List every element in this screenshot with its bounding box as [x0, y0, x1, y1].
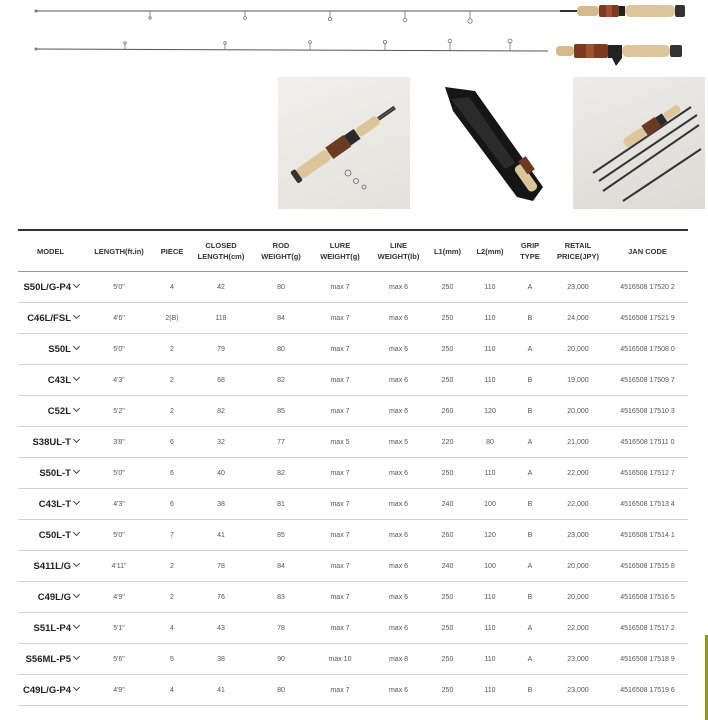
length-cell: 5'0": [83, 334, 155, 365]
lure-cell: max 7: [309, 365, 371, 396]
model-name[interactable]: C50L-T: [38, 529, 71, 541]
jan-cell: 4516508 17512 7: [607, 458, 688, 489]
chevron-down-icon[interactable]: [73, 683, 80, 690]
rod-weight-cell: 84: [253, 303, 309, 334]
rod-weight-cell: 85: [253, 396, 309, 427]
piece-cell: 2: [155, 334, 189, 365]
model-cell[interactable]: [18, 489, 83, 520]
closed-cell: 42: [189, 272, 253, 303]
col-line-weight: LINE WEIGHT(lb): [371, 230, 426, 272]
model-name[interactable]: C46L/FSL: [27, 312, 71, 324]
price-cell: 22,000: [549, 613, 607, 644]
chevron-down-icon[interactable]: [73, 404, 80, 411]
piece-cell: 2: [155, 396, 189, 427]
col-closed-length: CLOSED LENGTH(cm): [189, 230, 253, 272]
model-name[interactable]: C43L-T: [38, 498, 71, 510]
l2-cell: 120: [469, 520, 511, 551]
line-cell: max 6: [371, 272, 426, 303]
lure-cell: max 7: [309, 303, 371, 334]
model-name[interactable]: S51L-P4: [33, 622, 71, 634]
table-row: [18, 396, 688, 427]
lure-cell: max 7: [309, 582, 371, 613]
length-cell: 5'1": [83, 613, 155, 644]
price-cell: 20,000: [549, 334, 607, 365]
line-cell: max 6: [371, 458, 426, 489]
piece-cell: 4: [155, 675, 189, 706]
model-name[interactable]: S56ML-P5: [25, 653, 71, 665]
l2-cell: 110: [469, 613, 511, 644]
grip-cell: A: [511, 613, 549, 644]
piece-cell: 2: [155, 365, 189, 396]
chevron-down-icon[interactable]: [73, 528, 80, 535]
length-cell: 4'11": [83, 551, 155, 582]
line-cell: max 6: [371, 489, 426, 520]
col-l1: L1(mm): [426, 230, 469, 272]
price-cell: 24,000: [549, 303, 607, 334]
chevron-down-icon[interactable]: [73, 621, 80, 628]
model-name[interactable]: S38UL-T: [32, 436, 71, 448]
chevron-down-icon[interactable]: [73, 280, 80, 287]
col-piece: PIECE: [155, 230, 189, 272]
model-name[interactable]: C52L: [47, 405, 71, 417]
chevron-down-icon[interactable]: [73, 342, 80, 349]
model-name[interactable]: S50L-T: [39, 467, 71, 479]
col-l2: L2(mm): [469, 230, 511, 272]
baitcasting-rod: [35, 39, 683, 66]
grip-cell: B: [511, 675, 549, 706]
lure-cell: max 7: [309, 489, 371, 520]
l1-cell: 240: [426, 489, 469, 520]
table-row: [18, 334, 688, 365]
model-cell[interactable]: [18, 551, 83, 582]
closed-cell: 41: [189, 520, 253, 551]
closed-cell: 38: [189, 644, 253, 675]
rod-weight-cell: 80: [253, 334, 309, 365]
line-cell: max 6: [371, 675, 426, 706]
l1-cell: 250: [426, 458, 469, 489]
closed-cell: 118: [189, 303, 253, 334]
grip-cell: A: [511, 458, 549, 489]
rod-sections-photo: [573, 77, 705, 209]
rods-hero-image: [0, 0, 708, 70]
l2-cell: 110: [469, 272, 511, 303]
grip-cell: A: [511, 334, 549, 365]
l1-cell: 250: [426, 303, 469, 334]
grip-cell: B: [511, 520, 549, 551]
price-cell: 23,000: [549, 675, 607, 706]
l2-cell: 80: [469, 427, 511, 458]
piece-cell: 5: [155, 644, 189, 675]
price-cell: 23,000: [549, 520, 607, 551]
piece-cell: 6: [155, 489, 189, 520]
rod-weight-cell: 84: [253, 551, 309, 582]
length-cell: 5'0": [83, 272, 155, 303]
table-row: [18, 458, 688, 489]
price-cell: 20,000: [549, 551, 607, 582]
lure-cell: max 5: [309, 427, 371, 458]
price-cell: 22,000: [549, 458, 607, 489]
grip-cell: B: [511, 365, 549, 396]
line-cell: max 6: [371, 396, 426, 427]
model-name[interactable]: S411L/G: [33, 560, 71, 572]
chevron-down-icon[interactable]: [73, 590, 80, 597]
table-row: [18, 365, 688, 396]
col-length: LENGTH(ft.in): [83, 230, 155, 272]
lure-cell: max 7: [309, 396, 371, 427]
closed-cell: 68: [189, 365, 253, 396]
line-cell: max 6: [371, 520, 426, 551]
grip-cell: B: [511, 396, 549, 427]
table-header: [18, 230, 688, 272]
col-jan-code: JAN CODE: [607, 230, 688, 272]
lure-cell: max 10: [309, 644, 371, 675]
rod-weight-cell: 77: [253, 427, 309, 458]
line-cell: max 6: [371, 334, 426, 365]
model-cell[interactable]: [18, 582, 83, 613]
jan-cell: 4516508 17510 3: [607, 396, 688, 427]
jan-cell: 4516508 17519 6: [607, 675, 688, 706]
rod-weight-cell: 82: [253, 458, 309, 489]
model-cell[interactable]: [18, 272, 83, 303]
rod-weight-cell: 81: [253, 489, 309, 520]
grip-cell: B: [511, 582, 549, 613]
rod-weight-cell: 80: [253, 675, 309, 706]
table-row: [18, 303, 688, 334]
l2-cell: 110: [469, 458, 511, 489]
spinning-rod: [35, 5, 686, 23]
price-cell: 22,000: [549, 489, 607, 520]
l1-cell: 250: [426, 675, 469, 706]
line-cell: max 8: [371, 644, 426, 675]
table-row: [18, 489, 688, 520]
model-cell[interactable]: [18, 334, 83, 365]
closed-cell: 32: [189, 427, 253, 458]
jan-cell: 4516508 17520 2: [607, 272, 688, 303]
length-cell: 5'6": [83, 644, 155, 675]
jan-cell: 4516508 17521 9: [607, 303, 688, 334]
chevron-down-icon[interactable]: [73, 373, 80, 380]
grip-cell: A: [511, 427, 549, 458]
lure-cell: max 7: [309, 613, 371, 644]
lure-cell: max 7: [309, 334, 371, 365]
spec-table: [18, 229, 688, 706]
l1-cell: 250: [426, 582, 469, 613]
lure-cell: max 7: [309, 551, 371, 582]
length-cell: 4'3": [83, 489, 155, 520]
price-cell: 19,000: [549, 365, 607, 396]
price-cell: 23,000: [549, 272, 607, 303]
jan-cell: 4516508 17515 8: [607, 551, 688, 582]
l1-cell: 250: [426, 272, 469, 303]
model-cell[interactable]: [18, 458, 83, 489]
piece-cell: 2(B): [155, 303, 189, 334]
l2-cell: 100: [469, 489, 511, 520]
length-cell: 4'6": [83, 303, 155, 334]
l1-cell: 260: [426, 396, 469, 427]
length-cell: 3'8": [83, 427, 155, 458]
rod-handle-photo: [278, 77, 410, 209]
line-cell: max 6: [371, 303, 426, 334]
model-cell[interactable]: [18, 613, 83, 644]
jan-cell: 4516508 17508 0: [607, 334, 688, 365]
lure-cell: max 7: [309, 675, 371, 706]
rod-weight-cell: 85: [253, 520, 309, 551]
chevron-down-icon[interactable]: [73, 559, 80, 566]
l1-cell: 220: [426, 427, 469, 458]
line-cell: max 5: [371, 427, 426, 458]
closed-cell: 76: [189, 582, 253, 613]
jan-cell: 4516508 17511 0: [607, 427, 688, 458]
model-cell[interactable]: [18, 303, 83, 334]
l2-cell: 110: [469, 644, 511, 675]
piece-cell: 4: [155, 272, 189, 303]
l1-cell: 250: [426, 365, 469, 396]
lure-cell: max 7: [309, 520, 371, 551]
table-row: [18, 427, 688, 458]
l1-cell: 240: [426, 551, 469, 582]
closed-cell: 38: [189, 489, 253, 520]
model-cell[interactable]: [18, 396, 83, 427]
l2-cell: 110: [469, 334, 511, 365]
l2-cell: 110: [469, 365, 511, 396]
length-cell: 5'0": [83, 458, 155, 489]
line-cell: max 6: [371, 582, 426, 613]
model-name[interactable]: C49L/G: [37, 591, 71, 603]
jan-cell: 4516508 17514 1: [607, 520, 688, 551]
lure-cell: max 7: [309, 272, 371, 303]
grip-cell: A: [511, 644, 549, 675]
chevron-down-icon[interactable]: [73, 435, 80, 442]
table-row: [18, 520, 688, 551]
line-cell: max 6: [371, 365, 426, 396]
l2-cell: 110: [469, 582, 511, 613]
rod-weight-cell: 78: [253, 613, 309, 644]
l1-cell: 250: [426, 613, 469, 644]
closed-cell: 40: [189, 458, 253, 489]
rod-weight-cell: 90: [253, 644, 309, 675]
table-row: [18, 613, 688, 644]
price-cell: 20,000: [549, 582, 607, 613]
price-cell: 20,000: [549, 396, 607, 427]
model-name[interactable]: C49L/G-P4: [22, 684, 71, 696]
grip-cell: A: [511, 272, 549, 303]
col-grip-type: GRIP TYPE: [511, 230, 549, 272]
grip-cell: A: [511, 551, 549, 582]
line-cell: max 6: [371, 551, 426, 582]
closed-cell: 41: [189, 675, 253, 706]
rod-weight-cell: 80: [253, 272, 309, 303]
jan-cell: 4516508 17516 5: [607, 582, 688, 613]
length-cell: 4'3": [83, 365, 155, 396]
length-cell: 4'9": [83, 582, 155, 613]
jan-cell: 4516508 17518 9: [607, 644, 688, 675]
model-cell[interactable]: [18, 644, 83, 675]
lure-cell: max 7: [309, 458, 371, 489]
closed-cell: 78: [189, 551, 253, 582]
chevron-down-icon[interactable]: [73, 652, 80, 659]
model-cell[interactable]: [18, 427, 83, 458]
closed-cell: 79: [189, 334, 253, 365]
piece-cell: 2: [155, 582, 189, 613]
rod-weight-cell: 82: [253, 365, 309, 396]
model-cell[interactable]: [18, 365, 83, 396]
chevron-down-icon[interactable]: [73, 466, 80, 473]
model-name[interactable]: S50L/G-P4: [23, 281, 71, 293]
grip-cell: B: [511, 489, 549, 520]
piece-cell: 4: [155, 613, 189, 644]
l1-cell: 260: [426, 520, 469, 551]
table-row: [18, 582, 688, 613]
l2-cell: 120: [469, 396, 511, 427]
model-name[interactable]: S50L: [48, 343, 71, 355]
grip-cell: B: [511, 303, 549, 334]
l2-cell: 110: [469, 303, 511, 334]
col-model: MODEL: [18, 230, 83, 272]
rod-weight-cell: 83: [253, 582, 309, 613]
l1-cell: 250: [426, 644, 469, 675]
piece-cell: 6: [155, 458, 189, 489]
length-cell: 4'9": [83, 675, 155, 706]
closed-cell: 82: [189, 396, 253, 427]
col-rod-weight: ROD WEIGHT(g): [253, 230, 309, 272]
line-cell: max 6: [371, 613, 426, 644]
price-cell: 23,000: [549, 644, 607, 675]
model-cell[interactable]: [18, 520, 83, 551]
jan-cell: 4516508 17517 2: [607, 613, 688, 644]
chevron-down-icon[interactable]: [73, 311, 80, 318]
l2-cell: 110: [469, 675, 511, 706]
col-retail-price: RETAIL PRICE(JPY): [549, 230, 607, 272]
closed-cell: 43: [189, 613, 253, 644]
rod-case-photo: [425, 77, 557, 209]
length-cell: 5'2": [83, 396, 155, 427]
model-cell[interactable]: [18, 675, 83, 706]
l1-cell: 250: [426, 334, 469, 365]
jan-cell: 4516508 17509 7: [607, 365, 688, 396]
piece-cell: 2: [155, 551, 189, 582]
model-name[interactable]: C43L: [47, 374, 71, 386]
price-cell: 21,000: [549, 427, 607, 458]
piece-cell: 7: [155, 520, 189, 551]
l2-cell: 100: [469, 551, 511, 582]
jan-cell: 4516508 17513 4: [607, 489, 688, 520]
table-row: [18, 551, 688, 582]
col-lure-weight: LURE WEIGHT(g): [309, 230, 371, 272]
piece-cell: 6: [155, 427, 189, 458]
chevron-down-icon[interactable]: [73, 497, 80, 504]
table-row: [18, 675, 688, 706]
table-row: [18, 272, 688, 303]
length-cell: 5'0": [83, 520, 155, 551]
table-row: [18, 644, 688, 675]
